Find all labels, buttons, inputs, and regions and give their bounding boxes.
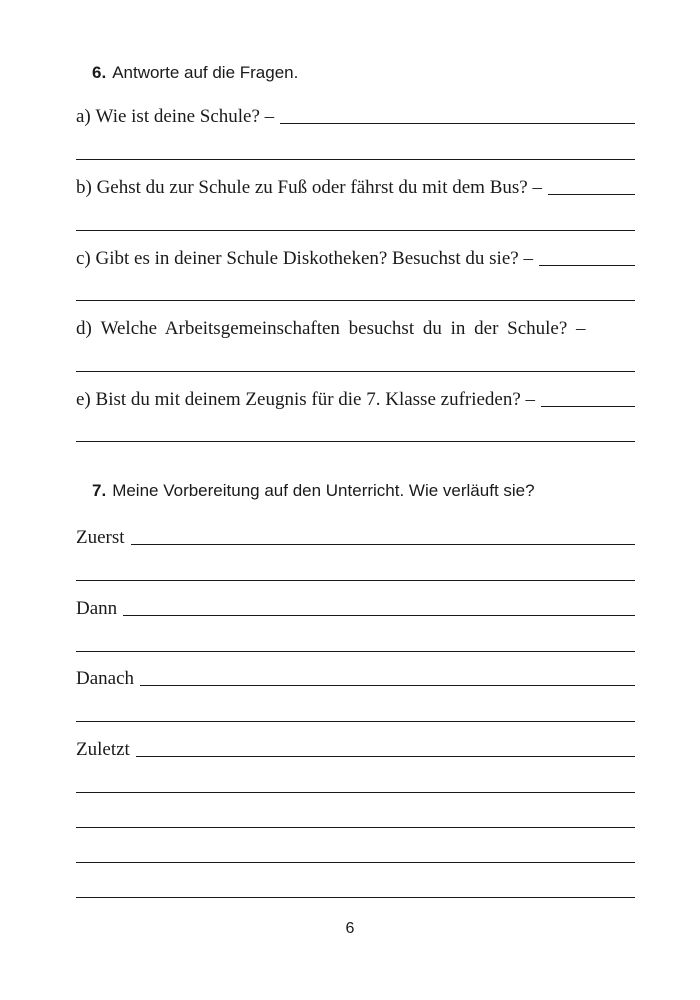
step-zuletzt-label: Zuletzt bbox=[76, 739, 130, 760]
answer-line-e[interactable] bbox=[541, 405, 635, 407]
answer-line-a[interactable] bbox=[280, 122, 635, 124]
extra-line-4[interactable] bbox=[76, 897, 635, 898]
answer-line-b[interactable] bbox=[548, 193, 635, 195]
question-e-text: Bist du mit deinem Zeugnis für die 7. Klasse zufrieden? – bbox=[95, 389, 536, 410]
step-zuletzt bbox=[76, 739, 635, 761]
question-c-text: Gibt es in deiner Schule Diskotheken? Besuchst du sie? – bbox=[95, 248, 533, 269]
question-d bbox=[76, 318, 635, 340]
task-7-heading bbox=[92, 481, 535, 501]
question-c-letter: c) bbox=[76, 248, 91, 269]
step-dann-line[interactable] bbox=[123, 614, 635, 616]
answer-line-b-2[interactable] bbox=[76, 230, 635, 231]
step-danach-label: Danach bbox=[76, 668, 135, 689]
question-e bbox=[76, 389, 635, 411]
step-zuerst bbox=[76, 527, 635, 549]
task-7-title: Meine Vorbereitung auf den Unterricht. Wie verläuft sie? bbox=[112, 481, 535, 500]
step-danach-line[interactable] bbox=[140, 684, 635, 686]
step-zuerst-label: Zuerst bbox=[76, 527, 125, 548]
question-d-text: Welche Arbeitsgemeinschaften besuchst du in der Schule? – bbox=[100, 318, 586, 339]
question-d-letter: d) bbox=[76, 318, 92, 339]
question-e-letter: e) bbox=[76, 389, 91, 410]
question-c bbox=[76, 248, 635, 270]
step-danach bbox=[76, 668, 635, 690]
task-7-number: 7. bbox=[92, 481, 107, 500]
answer-line-c-2[interactable] bbox=[76, 300, 635, 301]
step-danach-line-2[interactable] bbox=[76, 721, 635, 722]
task-6-heading bbox=[92, 63, 298, 83]
step-zuerst-line-2[interactable] bbox=[76, 580, 635, 581]
question-b-letter: b) bbox=[76, 177, 92, 198]
answer-line-e-2[interactable] bbox=[76, 441, 635, 442]
question-a-letter: a) bbox=[76, 106, 91, 127]
extra-line-3[interactable] bbox=[76, 862, 635, 863]
step-dann-label: Dann bbox=[76, 598, 118, 619]
step-zuletzt-line[interactable] bbox=[136, 755, 635, 757]
extra-line-1[interactable] bbox=[76, 792, 635, 793]
answer-line-d[interactable] bbox=[76, 371, 635, 372]
question-b-text: Gehst du zur Schule zu Fuß oder fährst du mit dem Bus? – bbox=[96, 177, 542, 198]
extra-line-2[interactable] bbox=[76, 827, 635, 828]
step-dann-line-2[interactable] bbox=[76, 651, 635, 652]
step-dann bbox=[76, 598, 635, 620]
question-a bbox=[76, 106, 635, 128]
task-6-number: 6. bbox=[92, 63, 107, 82]
answer-line-c[interactable] bbox=[539, 264, 635, 266]
question-a-text: Wie ist deine Schule? – bbox=[95, 106, 275, 127]
step-zuerst-line[interactable] bbox=[131, 543, 635, 545]
question-b bbox=[76, 177, 635, 199]
page-number: 6 bbox=[345, 920, 355, 937]
task-6-title: Antworte auf die Fragen. bbox=[112, 63, 299, 82]
answer-line-a-2[interactable] bbox=[76, 159, 635, 160]
